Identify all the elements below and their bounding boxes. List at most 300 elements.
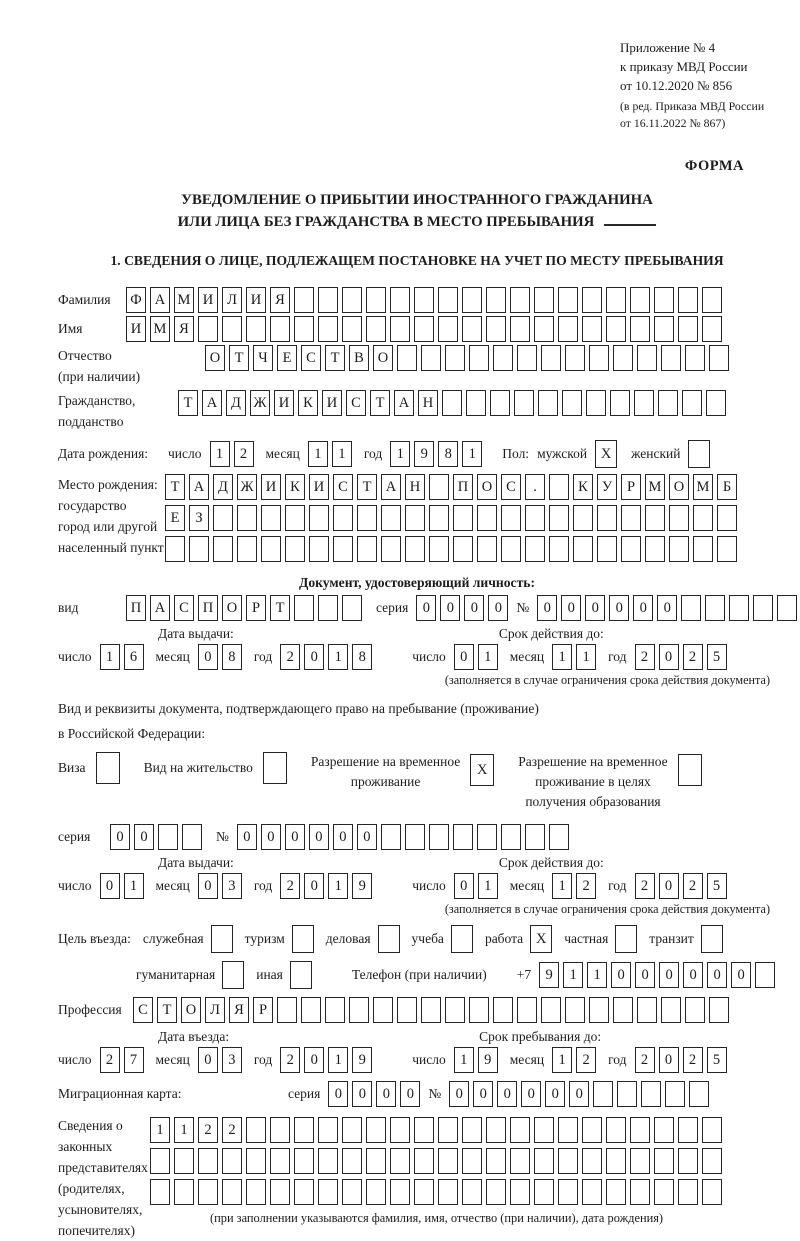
form-cell[interactable]: 1 [576,644,596,670]
purpose-transit-checkbox[interactable] [701,925,723,953]
form-cell[interactable]: Р [621,474,641,500]
form-cell[interactable] [397,997,417,1023]
form-cell[interactable] [510,316,530,342]
form-cell[interactable] [366,1179,386,1205]
form-cell[interactable] [373,997,393,1023]
form-cell[interactable] [669,505,689,531]
form-cell[interactable]: А [150,287,170,313]
form-cell[interactable]: К [573,474,593,500]
form-cell[interactable]: 0 [659,644,679,670]
form-cell[interactable]: Я [174,316,194,342]
form-cell[interactable] [534,1148,554,1174]
form-cell[interactable] [630,287,650,313]
form-cell[interactable]: Т [357,474,377,500]
form-cell[interactable]: 0 [611,962,631,988]
form-cell[interactable] [562,390,582,416]
visa-checkbox[interactable] [96,752,120,784]
temp-residence-edu-checkbox[interactable] [678,754,702,786]
form-cell[interactable] [462,1148,482,1174]
form-cell[interactable] [222,1179,242,1205]
form-cell[interactable]: 2 [280,644,300,670]
form-cell[interactable] [342,1117,362,1143]
form-cell[interactable] [493,997,513,1023]
form-cell[interactable]: 9 [352,1047,372,1073]
form-cell[interactable]: 0 [521,1081,541,1107]
form-cell[interactable] [693,536,713,562]
sex-female-checkbox[interactable] [688,440,710,468]
form-cell[interactable]: И [198,287,218,313]
form-cell[interactable] [678,1117,698,1143]
form-cell[interactable]: Т [229,345,249,371]
form-cell[interactable] [582,1117,602,1143]
form-cell[interactable] [150,1148,170,1174]
form-cell[interactable]: Н [405,474,425,500]
form-cell[interactable]: Е [277,345,297,371]
form-cell[interactable]: Ч [253,345,273,371]
form-cell[interactable]: У [597,474,617,500]
form-cell[interactable] [702,287,722,313]
purpose-study-checkbox[interactable] [451,925,473,953]
form-cell[interactable]: 0 [304,1047,324,1073]
form-cell[interactable] [717,505,737,531]
form-cell[interactable] [357,505,377,531]
form-cell[interactable] [198,1148,218,1174]
form-cell[interactable]: 0 [304,644,324,670]
form-cell[interactable]: Т [270,595,290,621]
form-cell[interactable]: 1 [552,644,572,670]
form-cell[interactable] [366,316,386,342]
form-cell[interactable] [445,345,465,371]
form-cell[interactable]: Б [717,474,737,500]
form-cell[interactable]: 2 [635,873,655,899]
form-cell[interactable] [753,595,773,621]
form-cell[interactable] [309,536,329,562]
form-cell[interactable]: П [453,474,473,500]
form-cell[interactable] [342,316,362,342]
form-cell[interactable]: А [381,474,401,500]
form-cell[interactable] [462,316,482,342]
form-cell[interactable] [654,1179,674,1205]
form-cell[interactable] [678,1179,698,1205]
purpose-work-checkbox[interactable]: X [530,925,552,953]
form-cell[interactable] [442,390,462,416]
form-cell[interactable] [390,1179,410,1205]
form-cell[interactable] [366,1117,386,1143]
form-cell[interactable] [645,505,665,531]
form-cell[interactable] [709,997,729,1023]
form-cell[interactable]: 2 [683,873,703,899]
form-cell[interactable] [414,316,434,342]
form-cell[interactable]: К [298,390,318,416]
form-cell[interactable] [477,505,497,531]
form-cell[interactable]: Т [325,345,345,371]
form-cell[interactable]: 0 [333,824,353,850]
form-cell[interactable] [405,536,425,562]
form-cell[interactable] [453,824,473,850]
form-cell[interactable]: А [150,595,170,621]
purpose-private-checkbox[interactable] [615,925,637,953]
form-cell[interactable]: 0 [261,824,281,850]
form-cell[interactable]: Т [370,390,390,416]
form-cell[interactable]: О [181,997,201,1023]
form-cell[interactable] [270,1148,290,1174]
form-cell[interactable] [466,390,486,416]
form-cell[interactable]: 0 [659,873,679,899]
form-cell[interactable] [381,824,401,850]
purpose-business-checkbox[interactable] [211,925,233,953]
form-cell[interactable]: 2 [576,873,596,899]
form-cell[interactable]: Ф [126,287,146,313]
residence-permit-checkbox[interactable] [263,752,287,784]
form-cell[interactable] [237,536,257,562]
form-cell[interactable] [654,1117,674,1143]
form-cell[interactable]: А [202,390,222,416]
form-cell[interactable]: И [126,316,146,342]
form-cell[interactable] [702,1117,722,1143]
form-cell[interactable]: В [349,345,369,371]
form-cell[interactable]: 2 [635,1047,655,1073]
form-cell[interactable] [597,505,617,531]
form-cell[interactable]: С [301,345,321,371]
form-cell[interactable] [366,287,386,313]
form-cell[interactable] [453,536,473,562]
form-cell[interactable]: Р [253,997,273,1023]
form-cell[interactable]: 9 [539,962,559,988]
form-cell[interactable] [438,287,458,313]
form-cell[interactable]: К [285,474,305,500]
form-cell[interactable] [318,1179,338,1205]
form-cell[interactable]: 0 [285,824,305,850]
form-cell[interactable] [414,1148,434,1174]
form-cell[interactable] [501,536,521,562]
form-cell[interactable] [777,595,797,621]
form-cell[interactable]: Ж [250,390,270,416]
form-cell[interactable] [549,824,569,850]
form-cell[interactable] [294,316,314,342]
form-cell[interactable]: 1 [328,1047,348,1073]
form-cell[interactable] [414,287,434,313]
form-cell[interactable] [593,1081,613,1107]
form-cell[interactable] [438,316,458,342]
form-cell[interactable] [606,1148,626,1174]
form-cell[interactable] [586,390,606,416]
form-cell[interactable] [285,536,305,562]
form-cell[interactable]: М [693,474,713,500]
form-cell[interactable]: 1 [328,644,348,670]
form-cell[interactable] [534,1117,554,1143]
form-cell[interactable] [390,1148,410,1174]
form-cell[interactable]: 2 [576,1047,596,1073]
form-cell[interactable]: Д [226,390,246,416]
form-cell[interactable] [477,536,497,562]
form-cell[interactable] [318,1117,338,1143]
purpose-commercial-checkbox[interactable] [378,925,400,953]
form-cell[interactable] [381,536,401,562]
form-cell[interactable] [246,1179,266,1205]
form-cell[interactable] [333,536,353,562]
form-cell[interactable]: 8 [352,644,372,670]
form-cell[interactable]: 9 [478,1047,498,1073]
form-cell[interactable]: Л [205,997,225,1023]
form-cell[interactable]: 0 [454,873,474,899]
form-cell[interactable] [198,1179,218,1205]
form-cell[interactable] [634,390,654,416]
form-cell[interactable]: Н [418,390,438,416]
form-cell[interactable] [678,287,698,313]
form-cell[interactable]: О [477,474,497,500]
form-cell[interactable]: 0 [454,644,474,670]
form-cell[interactable]: О [222,595,242,621]
form-cell[interactable] [661,345,681,371]
form-cell[interactable] [606,287,626,313]
form-cell[interactable]: 0 [134,824,154,850]
form-cell[interactable] [621,536,641,562]
form-cell[interactable]: 1 [308,441,328,467]
form-cell[interactable] [705,595,725,621]
form-cell[interactable]: С [174,595,194,621]
form-cell[interactable]: 1 [210,441,230,467]
form-cell[interactable]: 1 [124,873,144,899]
form-cell[interactable] [445,997,465,1023]
form-cell[interactable] [678,1148,698,1174]
form-cell[interactable] [755,962,775,988]
form-cell[interactable]: 1 [563,962,583,988]
form-cell[interactable] [565,997,585,1023]
form-cell[interactable]: . [525,474,545,500]
form-cell[interactable] [641,1081,661,1107]
form-cell[interactable] [630,1148,650,1174]
form-cell[interactable] [510,1179,530,1205]
form-cell[interactable] [534,1179,554,1205]
form-cell[interactable] [534,316,554,342]
form-cell[interactable] [318,287,338,313]
form-cell[interactable] [630,316,650,342]
form-cell[interactable]: М [150,316,170,342]
form-cell[interactable]: 2 [222,1117,242,1143]
form-cell[interactable]: 0 [657,595,677,621]
form-cell[interactable]: 1 [174,1117,194,1143]
form-cell[interactable] [486,316,506,342]
form-cell[interactable] [645,536,665,562]
form-cell[interactable] [150,1179,170,1205]
form-cell[interactable] [486,287,506,313]
form-cell[interactable] [414,1179,434,1205]
form-cell[interactable] [490,390,510,416]
form-cell[interactable]: 0 [400,1081,420,1107]
form-cell[interactable] [246,316,266,342]
form-cell[interactable] [429,824,449,850]
form-cell[interactable]: 0 [357,824,377,850]
form-cell[interactable]: И [309,474,329,500]
form-cell[interactable]: 0 [609,595,629,621]
form-cell[interactable] [637,997,657,1023]
form-cell[interactable] [669,536,689,562]
form-cell[interactable] [189,536,209,562]
form-cell[interactable] [541,345,561,371]
form-cell[interactable]: 6 [124,644,144,670]
form-cell[interactable] [682,390,702,416]
form-cell[interactable] [469,997,489,1023]
form-cell[interactable] [681,595,701,621]
form-cell[interactable] [501,824,521,850]
form-cell[interactable] [349,997,369,1023]
form-cell[interactable] [182,824,202,850]
form-cell[interactable] [414,1117,434,1143]
form-cell[interactable] [582,1179,602,1205]
form-cell[interactable] [294,1148,314,1174]
form-cell[interactable]: 9 [352,873,372,899]
form-cell[interactable]: 0 [635,962,655,988]
form-cell[interactable]: 0 [449,1081,469,1107]
form-cell[interactable]: 1 [390,441,410,467]
form-cell[interactable] [486,1179,506,1205]
form-cell[interactable]: 7 [124,1047,144,1073]
form-cell[interactable] [610,390,630,416]
form-cell[interactable]: 1 [462,441,482,467]
form-cell[interactable] [510,1148,530,1174]
form-cell[interactable]: 0 [659,962,679,988]
form-cell[interactable] [658,390,678,416]
form-cell[interactable] [702,1179,722,1205]
form-cell[interactable]: 0 [707,962,727,988]
form-cell[interactable] [438,1148,458,1174]
form-cell[interactable] [558,287,578,313]
form-cell[interactable] [222,316,242,342]
form-cell[interactable] [654,287,674,313]
form-cell[interactable] [342,595,362,621]
form-cell[interactable] [318,316,338,342]
form-cell[interactable] [525,505,545,531]
form-cell[interactable]: С [346,390,366,416]
form-cell[interactable]: 0 [561,595,581,621]
form-cell[interactable]: И [261,474,281,500]
form-cell[interactable] [517,997,537,1023]
form-cell[interactable]: 1 [478,644,498,670]
form-cell[interactable]: 3 [222,873,242,899]
form-cell[interactable]: 1 [454,1047,474,1073]
form-cell[interactable]: 0 [198,1047,218,1073]
purpose-tourism-checkbox[interactable] [292,925,314,953]
form-cell[interactable]: 1 [552,1047,572,1073]
form-cell[interactable]: Я [270,287,290,313]
form-cell[interactable]: О [669,474,689,500]
form-cell[interactable] [510,287,530,313]
form-cell[interactable] [606,316,626,342]
form-cell[interactable] [549,474,569,500]
form-cell[interactable]: 1 [332,441,352,467]
form-cell[interactable]: 0 [473,1081,493,1107]
form-cell[interactable] [342,1148,362,1174]
form-cell[interactable] [294,1117,314,1143]
form-cell[interactable]: 2 [635,644,655,670]
form-cell[interactable]: 9 [414,441,434,467]
form-cell[interactable]: 0 [198,873,218,899]
form-cell[interactable] [342,287,362,313]
form-cell[interactable] [486,1117,506,1143]
form-cell[interactable] [462,1117,482,1143]
form-cell[interactable]: 3 [222,1047,242,1073]
form-cell[interactable]: 2 [683,1047,703,1073]
form-cell[interactable]: М [645,474,665,500]
form-cell[interactable] [510,1117,530,1143]
sex-male-checkbox[interactable]: X [595,440,617,468]
form-cell[interactable]: Р [246,595,266,621]
form-cell[interactable] [689,1081,709,1107]
form-cell[interactable] [213,505,233,531]
form-cell[interactable] [309,505,329,531]
form-cell[interactable] [654,316,674,342]
form-cell[interactable]: Ж [237,474,257,500]
purpose-humanitarian-checkbox[interactable] [222,961,244,989]
form-cell[interactable] [390,316,410,342]
form-cell[interactable]: 0 [304,873,324,899]
form-cell[interactable] [270,1117,290,1143]
form-cell[interactable] [158,824,178,850]
form-cell[interactable] [246,1148,266,1174]
form-cell[interactable]: З [189,505,209,531]
form-cell[interactable] [702,1148,722,1174]
form-cell[interactable] [213,536,233,562]
form-cell[interactable] [637,345,657,371]
form-cell[interactable] [477,824,497,850]
form-cell[interactable] [301,997,321,1023]
form-cell[interactable] [558,1148,578,1174]
form-cell[interactable] [357,536,377,562]
form-cell[interactable] [709,345,729,371]
form-cell[interactable] [469,345,489,371]
form-cell[interactable] [558,1117,578,1143]
form-cell[interactable] [661,997,681,1023]
form-cell[interactable]: О [373,345,393,371]
form-cell[interactable] [397,345,417,371]
form-cell[interactable] [438,1179,458,1205]
form-cell[interactable] [549,505,569,531]
form-cell[interactable] [729,595,749,621]
form-cell[interactable]: 1 [100,644,120,670]
form-cell[interactable] [541,997,561,1023]
form-cell[interactable] [270,1179,290,1205]
form-cell[interactable] [333,505,353,531]
form-cell[interactable] [198,316,218,342]
form-cell[interactable] [429,505,449,531]
form-cell[interactable] [222,1148,242,1174]
form-cell[interactable] [613,345,633,371]
temp-residence-checkbox[interactable]: X [470,754,494,786]
form-cell[interactable] [325,997,345,1023]
form-cell[interactable]: М [174,287,194,313]
form-cell[interactable] [270,316,290,342]
purpose-other-checkbox[interactable] [290,961,312,989]
form-cell[interactable] [285,505,305,531]
form-cell[interactable] [462,287,482,313]
form-cell[interactable]: Д [213,474,233,500]
form-cell[interactable]: С [501,474,521,500]
form-cell[interactable]: А [189,474,209,500]
form-cell[interactable] [405,824,425,850]
form-cell[interactable]: 2 [198,1117,218,1143]
form-cell[interactable]: 0 [488,595,508,621]
form-cell[interactable]: 0 [537,595,557,621]
form-cell[interactable] [318,1148,338,1174]
form-cell[interactable]: 8 [222,644,242,670]
form-cell[interactable] [582,287,602,313]
form-cell[interactable]: 2 [280,1047,300,1073]
form-cell[interactable]: 0 [376,1081,396,1107]
form-cell[interactable]: 0 [585,595,605,621]
form-cell[interactable] [462,1179,482,1205]
form-cell[interactable]: 0 [309,824,329,850]
form-cell[interactable]: 0 [100,873,120,899]
